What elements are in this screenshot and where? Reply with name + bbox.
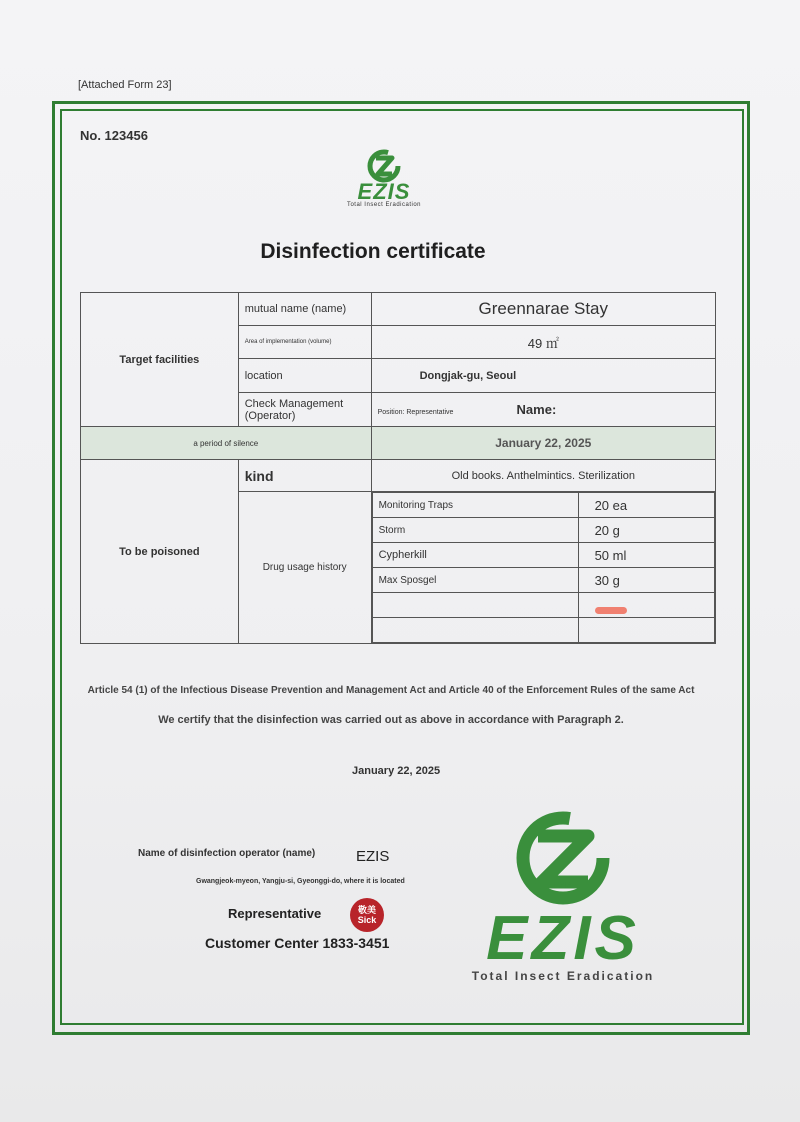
- operator-name: EZIS: [356, 848, 390, 865]
- drug-row: [372, 518, 714, 543]
- drug-row: [372, 618, 714, 643]
- drug-amount: 20 g: [578, 518, 714, 543]
- footer-logo: [458, 810, 668, 983]
- page-title: Disinfection certificate: [260, 240, 486, 263]
- red-seal-stamp: [350, 898, 384, 932]
- drug-name: Storm: [372, 518, 578, 543]
- seal-line-2: Sick: [357, 915, 377, 925]
- drug-row: [372, 493, 714, 518]
- drug-name: [372, 618, 578, 643]
- footer-logo-tagline: Total Insect Eradication: [471, 969, 655, 983]
- position-text: Position: Representative: [377, 409, 454, 416]
- issue-date: January 22, 2025: [352, 765, 441, 777]
- mutual-name-value: Greennarae Stay: [371, 293, 715, 326]
- ezis-large-emblem-icon: [458, 810, 668, 910]
- form-number: [Attached Form 23]: [78, 79, 172, 91]
- manager-label: Check Management (Operator): [238, 393, 371, 427]
- area-label: Area of implementation (volume): [238, 326, 371, 359]
- logo-tagline: Total Insect Eradication: [346, 202, 422, 208]
- drug-list: [372, 492, 715, 643]
- mutual-name-label: mutual name (name): [238, 293, 371, 326]
- drug-name: [372, 593, 578, 618]
- drug-history-label: Drug usage history: [238, 492, 371, 644]
- drug-amount: 50 ml: [578, 543, 714, 568]
- drug-row: [372, 593, 714, 618]
- certificate-table: [80, 292, 716, 644]
- manager-cell: [371, 393, 715, 427]
- drug-list-cell: [371, 492, 715, 644]
- drug-amount: [578, 618, 714, 643]
- location-value: Dongjak-gu, Seoul: [371, 359, 715, 393]
- red-ink-mark: [595, 607, 627, 614]
- emblem-seal-word: EZIS: [554, 881, 572, 890]
- drug-name: Monitoring Traps: [372, 493, 578, 518]
- representative-label: Representative: [228, 906, 322, 921]
- drug-name: Max Sposgel: [372, 568, 578, 593]
- legal-article: Article 54 (1) of the Infectious Disease Prevention and Management Act and Article 40 of the Enforcement Rules of the same Act: [87, 685, 695, 696]
- area-value: 49 ㎡: [371, 326, 715, 359]
- drug-amount-cell: [578, 593, 714, 618]
- document-number: No. 123456: [80, 128, 148, 143]
- location-label: location: [238, 359, 371, 393]
- drug-row: [372, 568, 714, 593]
- footer-logo-wordmark: EZIS: [486, 904, 640, 973]
- drug-name: Cypherkill: [372, 543, 578, 568]
- target-facilities-label: Target facilities: [81, 293, 239, 427]
- header-logo: [336, 148, 432, 208]
- customer-center: Customer Center 1833-3451: [205, 935, 390, 951]
- to-be-poisoned-label: To be poisoned: [81, 460, 239, 644]
- drug-row: [372, 543, 714, 568]
- period-label: a period of silence: [81, 427, 372, 460]
- operator-address: Gwangjeok-myeon, Yangju-si, Gyeonggi-do, where it is located: [196, 878, 405, 885]
- kind-label: kind: [238, 460, 371, 492]
- drug-amount: 20 ea: [578, 493, 714, 518]
- seal-line-1: 敬美: [357, 905, 376, 915]
- name-label: Name:: [516, 402, 557, 417]
- period-value: January 22, 2025: [371, 427, 715, 460]
- drug-amount: 30 g: [578, 568, 714, 593]
- operator-label: Name of disinfection operator (name): [138, 848, 316, 859]
- logo-wordmark: EZIS: [357, 179, 411, 204]
- kind-value: Old books. Anthelmintics. Sterilization: [371, 460, 715, 492]
- certification-statement: We certify that the disinfection was carried out as above in accordance with Paragraph 2.: [158, 714, 624, 726]
